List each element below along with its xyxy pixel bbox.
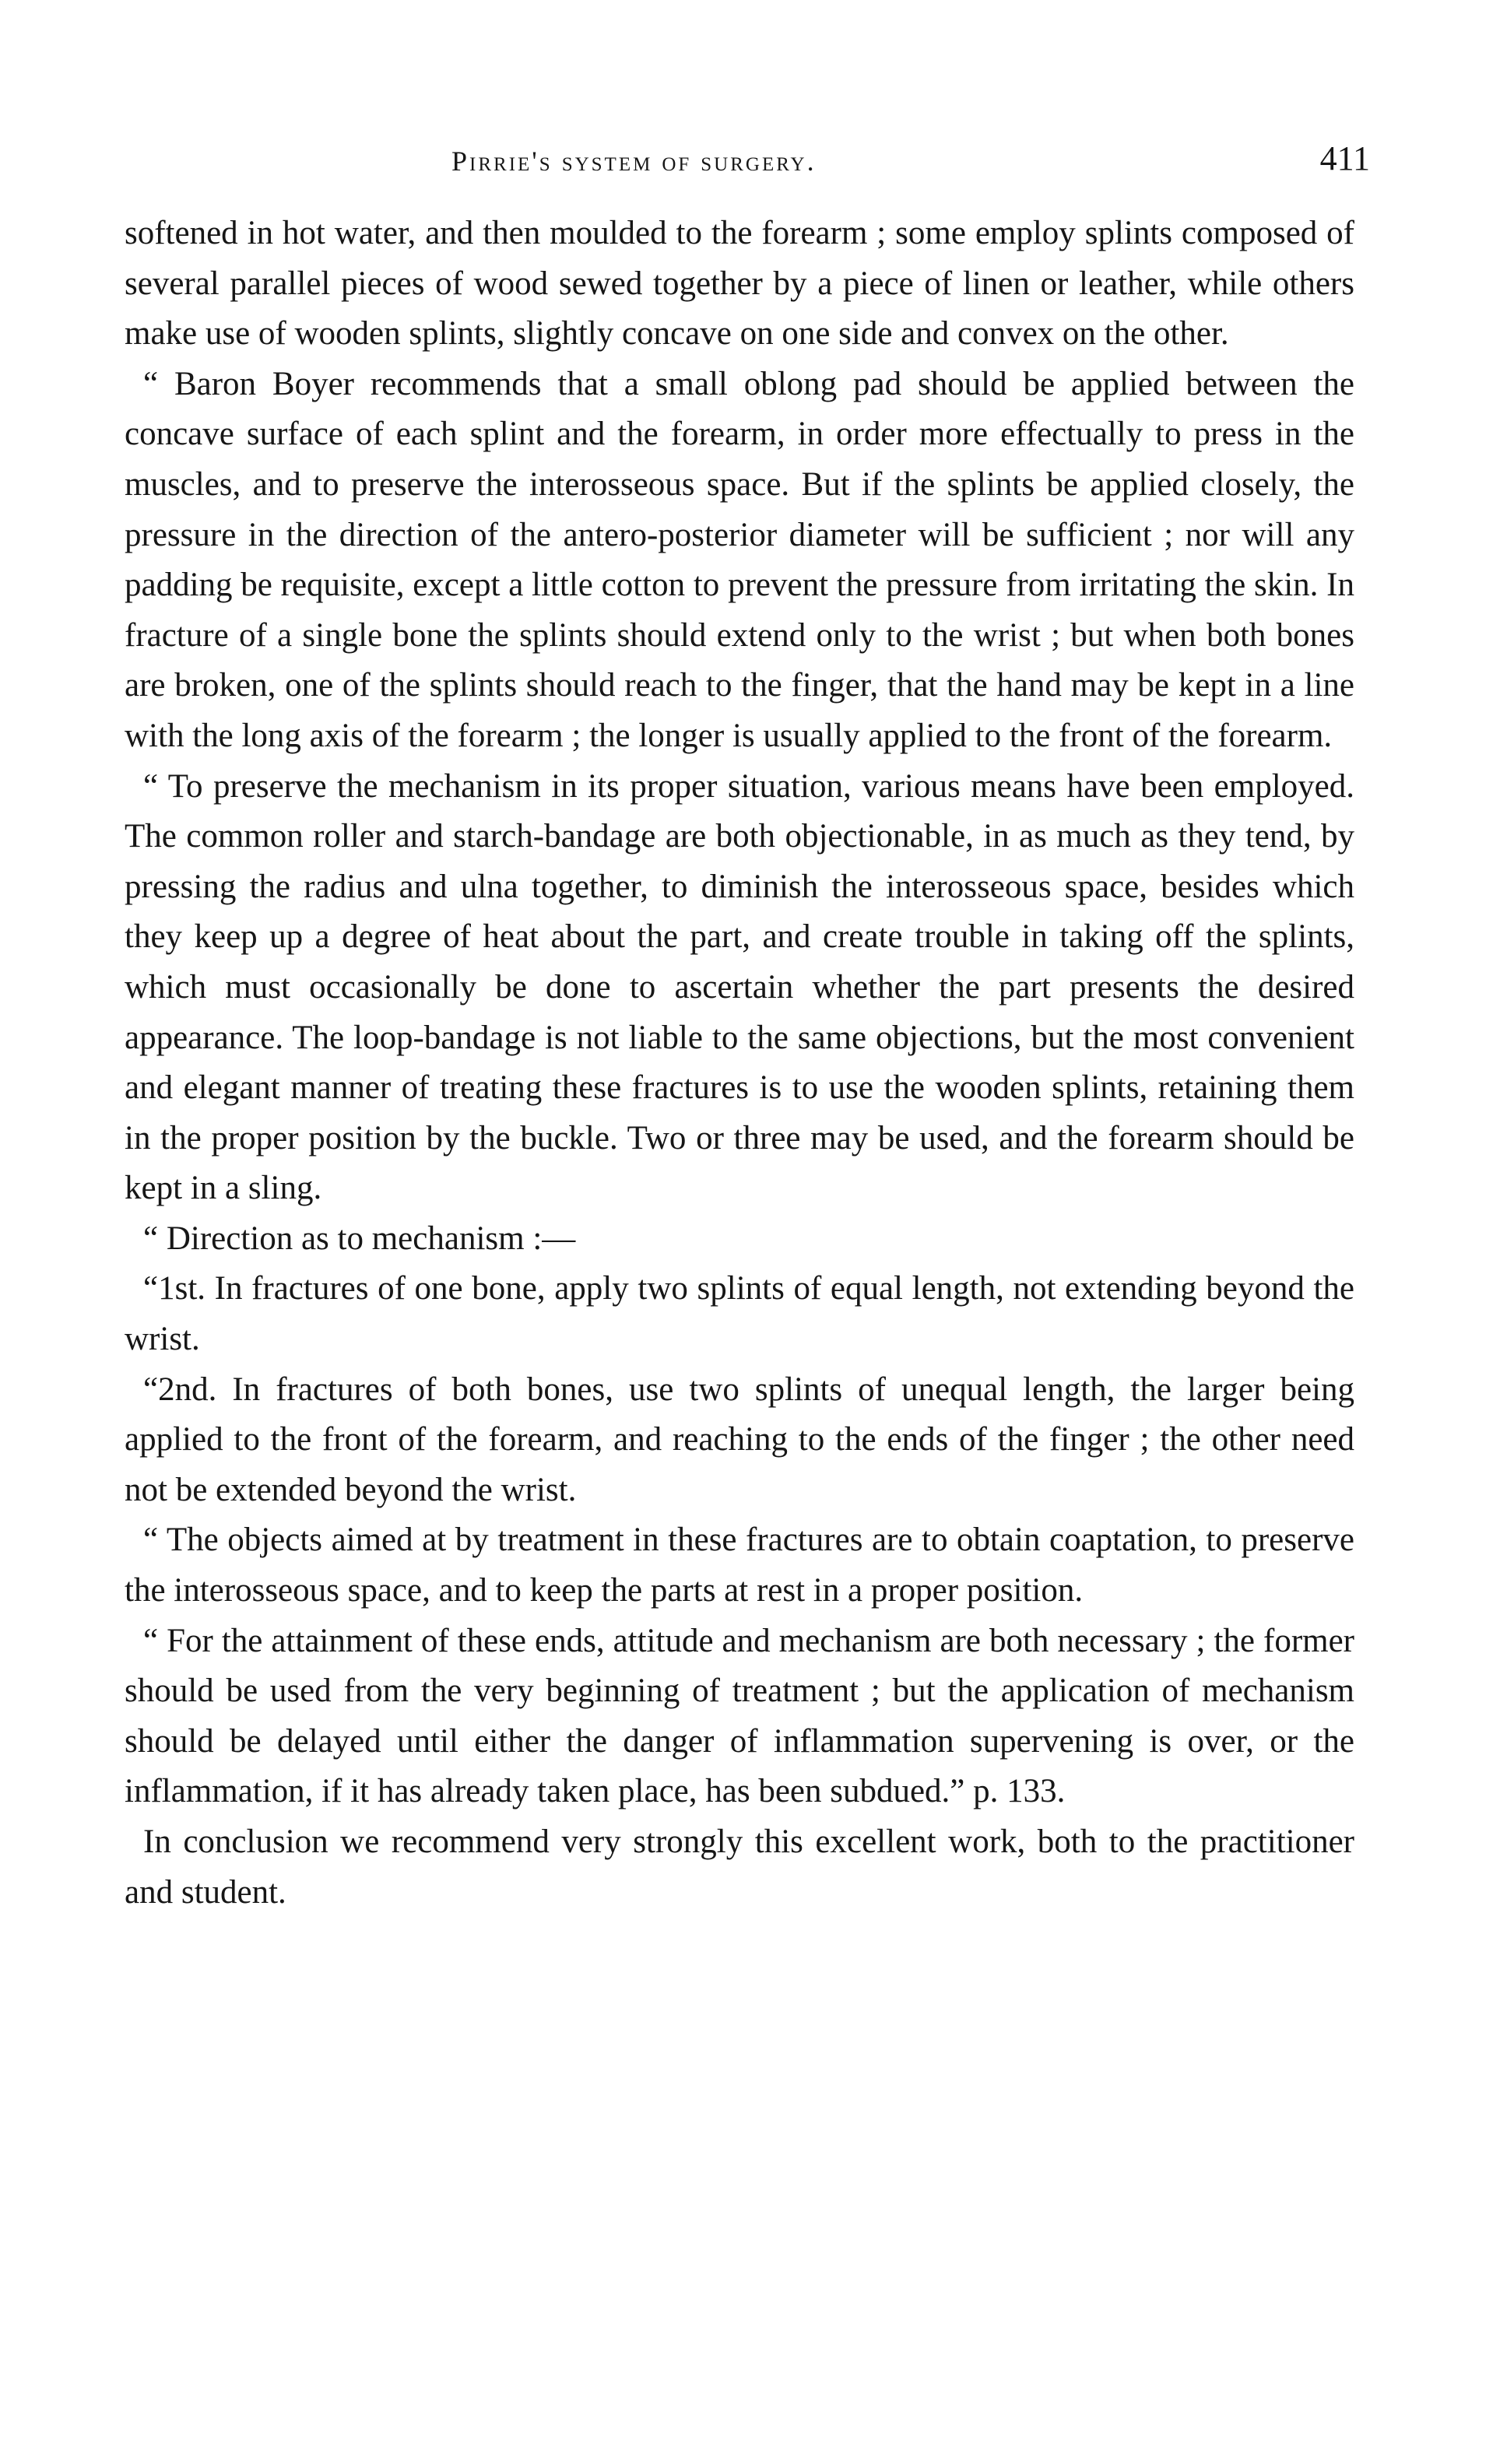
paragraph-conclusion: In conclusion we recommend very strongly this excellent work, both to the practitioner and student.: [125, 1823, 1354, 1911]
paragraph-direction-heading: “ Direction as to mechanism :—: [143, 1220, 576, 1257]
page-number: 411: [1319, 139, 1370, 177]
paragraph-continuation: softened in hot water, and then moulded to the forearm ; some employ splints composed of several parallel pieces of wood sewed together by a piece of linen or leather, while others make use of wooden splints, slightly concave on one side and convex on the other.: [125, 215, 1354, 353]
running-title: Pirrie's system of surgery.: [451, 146, 817, 177]
running-head: [125, 139, 1370, 193]
paragraph-first-direction: “1st. In fractures of one bone, apply two splints of equal length, not extending beyond the wrist.: [125, 1270, 1354, 1358]
paragraph-attainment: “ For the attainment of these ends, attitude and mechanism are both necessary ; the former should be used from the very beginning of treatment ; but the application of mechanism should be delayed until either the danger of inflammation supervening is over, or the inflammation, if it has already taken place, has been subdued.” p. 133.: [125, 1622, 1354, 1810]
paragraph-boyer-padding: “ Baron Boyer recommends that a small oblong pad should be applied between the concave surface of each splint and the forearm, in order more effectually to press in the muscles, and to preserve the interosseous space. But if the splints be applied closely, the pressure in the direction of the antero-posterior diameter will be sufficient ; nor will any padding be requisite, except a little cotton to prevent the pressure from irritating the skin. In fracture of a single bone the splints should extend only to the wrist ; but when both bones are broken, one of the splints should reach to the finger, that the hand may be kept in a line with the long axis of the forearm ; the longer is usually applied to the front of the forearm.: [125, 365, 1354, 754]
paragraph-mechanism: “ To preserve the mechanism in its proper situation, various means have been employed. The common roller and starch-bandage are both objectionable, in as much as they tend, by pressing the radius and ulna together, to diminish the interosseous space, besides which they keep up a degree of heat about the part, and create trouble in taking off the splints, which must occasionally be done to ascertain whether the part presents the desired appearance. The loop-bandage is not liable to the same objections, but the most convenient and elegant manner of treating these fractures is to use the wooden splints, retaining them in the proper position by the buckle. Two or three may be used, and the forearm should be kept in a sling.: [125, 767, 1354, 1207]
paragraph-second-direction: “2nd. In fractures of both bones, use two splints of unequal length, the larger being applied to the front of the forearm, and reaching to the ends of the finger ; the other need not be extended beyond the wrist.: [125, 1371, 1354, 1508]
body-text: [125, 209, 1354, 1918]
paragraph-objects-of-treatment: “ The objects aimed at by treatment in these fractures are to obtain coaptation, to preserve the interosseous space, and to keep the parts at rest in a proper position.: [125, 1522, 1354, 1609]
